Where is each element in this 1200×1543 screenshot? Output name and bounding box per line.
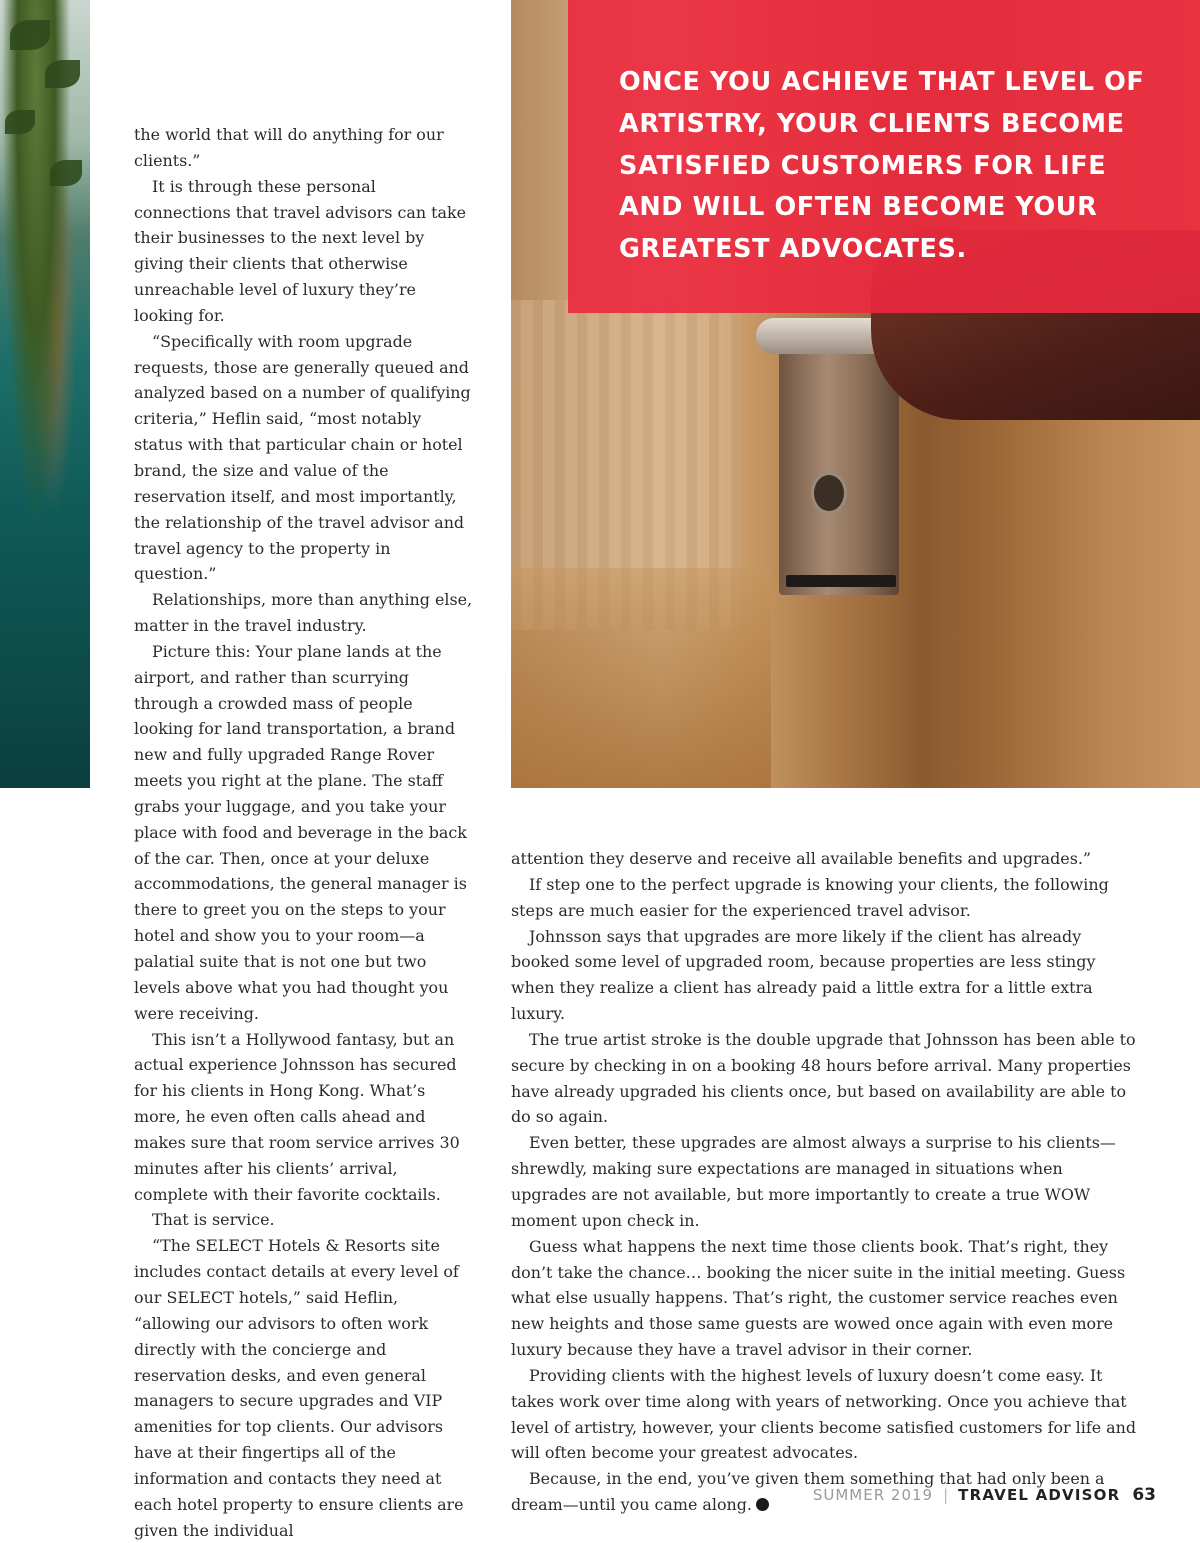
paragraph: Picture this: Your plane lands at the airport, and rather than scurrying through a crowded mass of people looking for land transportation, a brand new and fully upgraded Range Rover meets you right at the plane. The staff grabs your luggage, and you take your place with food and beverage in the back of the car. Then, once at your deluxe accommodations, the general manager is there to greet you on the steps to your hotel and show you to your room—a palatial suite that is not one but two levels above what you had thought you were receiving.	[134, 641, 467, 1023]
paragraph: Johnsson says that upgrades are more likely if the client has already booked some level of upgraded room, because properties are less stingy when they realize a client has already paid a little extra for a little extra luxury.	[511, 926, 1096, 1024]
paragraph: “The SELECT Hotels & Resorts site includes contact details at every level of our SELECT hotels,” said Heflin, “allowing our advisors to often work directly with the concierge and reservation desks, and even general managers to secure upgrades and VIP amenities for top clients. Our advisors have at their fingertips all of the information and contacts they need at each hotel property to ensure clients are given the individual	[134, 1236, 464, 1540]
end-mark-icon	[756, 1498, 769, 1511]
footer-separator: |	[943, 1486, 949, 1504]
paragraph: attention they deserve and receive all available benefits and upgrades.”	[511, 849, 1092, 868]
key-card-slot	[779, 340, 899, 595]
paragraph: Providing clients with the highest levels of luxury doesn’t come easy. It takes work over time along with years of networking. Once you achieve that level of artistry, however, your clients become satisfied customers for life and will often become your greatest advocates.	[511, 1365, 1137, 1463]
pull-quote-box	[568, 0, 1200, 313]
page-footer	[813, 1485, 1156, 1505]
left-text-column	[134, 122, 474, 1543]
keyhole	[811, 472, 847, 514]
paragraph: If step one to the perfect upgrade is knowing your clients, the following steps are much easier for the experienced travel advisor.	[511, 874, 1109, 920]
paragraph: “Specifically with room upgrade requests, those are generally queued and analyzed based on a number of qualifying criteria,” Heflin said, “most notably status with that particular chain or hotel brand, the size and value of the reservation itself, and most importantly, the relationship of the travel advisor and travel agency to the property in question.”	[134, 331, 471, 584]
issue-label: SUMMER 2019	[812, 1486, 934, 1504]
leaf-shape	[10, 20, 50, 50]
floor	[511, 568, 771, 788]
page-number: 63	[1132, 1485, 1156, 1505]
pool-photo	[0, 0, 90, 788]
paragraph: Guess what happens the next time those clients book. That’s right, they don’t take the chance… booking the nicer suite in the initial meeting. Guess what else usually happens. That’s right, the customer service reaches even new heights and those same guests are wowed once again with even more luxury because they have a travel advisor in their corner.	[511, 1236, 1126, 1360]
key-card-slot-edge	[786, 575, 896, 587]
leaf-shape	[50, 160, 82, 186]
paragraph: The true artist stroke is the double upgrade that Johnsson has been able to secure by checking in on a booking 48 hours before arrival. Many properties have already upgraded his clients once, but based on availability are able to do so again.	[511, 1029, 1136, 1127]
paragraph: That is service.	[152, 1210, 275, 1230]
leaf-shape	[45, 60, 80, 88]
paragraph: the world that will do anything for our clients.”	[134, 125, 444, 170]
paragraph: Even better, these upgrades are almost always a surprise to his clients—shrewdly, making sure expectations are managed in situations when upgrades are not available, but more importantly to create a true WOW moment upon check in.	[511, 1133, 1116, 1230]
magazine-name: TRAVEL ADVISOR	[958, 1486, 1121, 1504]
paragraph: Relationships, more than anything else, matter in the travel industry.	[134, 590, 473, 636]
leaf-shape	[5, 110, 35, 134]
pull-quote-text: ONCE YOU ACHIEVE THAT LEVEL OF ARTISTRY, YOUR CLIENTS BECOME SATISFIED CUSTOMERS FOR LIFE AND WILL OFTEN BECOME YOUR GREATEST ADVOCATES.	[619, 67, 1145, 265]
paragraph: It is through these personal connections that travel advisors can take their businesses to the next level by giving their clients that otherwise unreachable level of luxury they’re looking for.	[134, 176, 466, 325]
right-text-column	[511, 846, 1141, 1518]
paragraph: This isn’t a Hollywood fantasy, but an actual experience Johnsson has secured for his clients in Hong Kong. What’s more, he even often calls ahead and makes sure that room service arrives 30 minutes after his clients’ arrival, complete with their favorite cocktails.	[134, 1029, 460, 1204]
paragraph-text: Because, in the end, you’ve given them something that had only been a dream—until you came along.	[511, 1469, 1105, 1515]
